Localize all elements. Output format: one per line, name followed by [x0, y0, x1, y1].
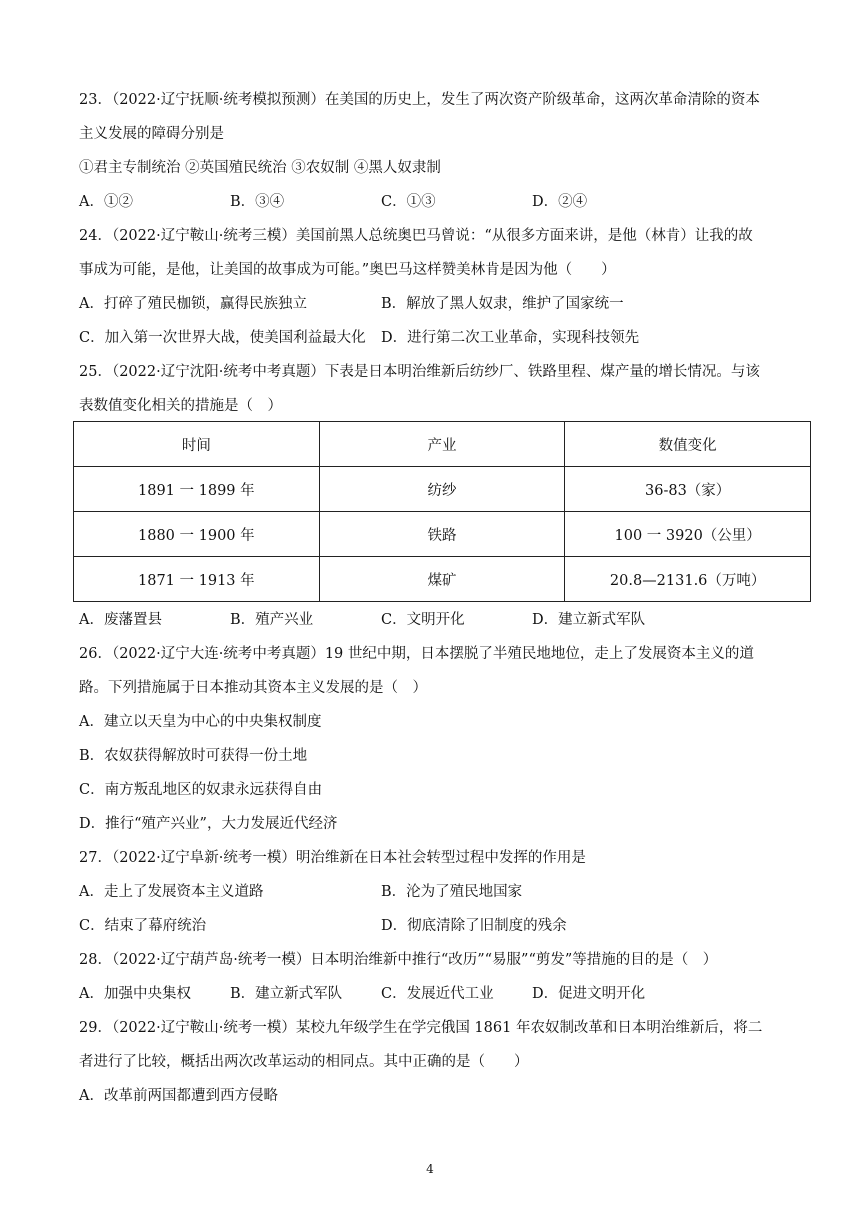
question-23-stem: 23．（2022·辽宁抚顺·统考模拟预测）在美国的历史上，发生了两次资产阶级革命，这两次革命清除的资本 — [79, 92, 760, 108]
table-cell: 铁路 — [319, 512, 565, 557]
question-28-option-b[interactable]: B．建立新式军队 — [230, 986, 343, 1002]
question-28-option-d[interactable]: D．促进文明开化 — [532, 986, 646, 1002]
question-26-option-b[interactable]: B．农奴获得解放时可获得一份土地 — [79, 748, 308, 764]
table-cell: 1891 一 1899 年 — [74, 467, 320, 512]
question-27-option-b[interactable]: B．沦为了殖民地国家 — [381, 884, 523, 900]
question-25-option-d[interactable]: D．建立新式军队 — [532, 612, 646, 628]
data-table — [73, 421, 811, 602]
question-24-stem: 24．（2022·辽宁鞍山·统考三模）美国前黑人总统奥巴马曾说：“从很多方面来讲，是他（林肯）让我的故 — [79, 228, 753, 244]
table-cell: 20.8—2131.6（万吨） — [565, 557, 811, 602]
table-header-cell: 产业 — [319, 422, 565, 467]
question-25-option-a[interactable]: A．废藩置县 — [79, 612, 162, 628]
table-row — [74, 467, 811, 512]
question-28-option-c[interactable]: C．发展近代工业 — [381, 986, 494, 1002]
question-27-option-d[interactable]: D．彻底清除了旧制度的残余 — [381, 918, 567, 934]
question-25-stem: 25．（2022·辽宁沈阳·统考中考真题）下表是日本明治维新后纺纱厂、铁路里程、煤产量的增长情况。与该 — [79, 364, 760, 380]
question-23-option-a[interactable]: A．①② — [79, 194, 133, 210]
question-29-stem: 29．（2022·辽宁鞍山·统考一模）某校九年级学生在学完俄国 1861 年农奴制改革和日本明治维新后，将二 — [79, 1020, 763, 1036]
question-27-option-c[interactable]: C．结束了幕府统治 — [79, 918, 207, 934]
question-26-stem: 26．（2022·辽宁大连·统考中考真题）19 世纪中期，日本摆脱了半殖民地地位，走上了发展资本主义的道 — [79, 646, 754, 662]
question-23-option-c[interactable]: C．①③ — [381, 194, 436, 210]
table-cell: 1871 一 1913 年 — [74, 557, 320, 602]
question-23-option-d[interactable]: D．②④ — [532, 194, 588, 210]
question-26-option-a[interactable]: A．建立以天皇为中心的中央集权制度 — [79, 714, 322, 730]
table-header-row — [74, 422, 811, 467]
question-24-option-a[interactable]: A．打碎了殖民枷锁，赢得民族独立 — [79, 296, 307, 312]
question-24-option-b[interactable]: B．解放了黑人奴隶，维护了国家统一 — [381, 296, 624, 312]
question-28-option-a[interactable]: A．加强中央集权 — [79, 986, 191, 1002]
table-cell: 纺纱 — [319, 467, 565, 512]
question-29-option-a[interactable]: A．改革前两国都遭到西方侵略 — [79, 1088, 278, 1104]
question-26-stem-cont: 路。下列措施属于日本推动其资本主义发展的是（ ） — [79, 680, 427, 696]
question-24-option-c[interactable]: C．加入第一次世界大战，使美国利益最大化 — [79, 330, 366, 346]
table-cell: 36-83（家） — [565, 467, 811, 512]
table-cell: 1880 一 1900 年 — [74, 512, 320, 557]
question-29-stem-cont: 者进行了比较，概括出两次改革运动的相同点。其中正确的是（ ） — [79, 1054, 529, 1070]
question-25-option-c[interactable]: C．文明开化 — [381, 612, 465, 628]
question-23-items: ①君主专制统治 ②英国殖民统治 ③农奴制 ④黑人奴隶制 — [79, 160, 441, 176]
question-23-option-b[interactable]: B．③④ — [230, 194, 285, 210]
question-26-option-d[interactable]: D．推行“殖产兴业”，大力发展近代经济 — [79, 816, 338, 832]
page-number: 4 — [426, 1162, 434, 1176]
question-25-option-b[interactable]: B．殖产兴业 — [230, 612, 314, 628]
question-24-stem-cont: 事成为可能，是他，让美国的故事成为可能。”奥巴马这样赞美林肯是因为他（ ） — [79, 262, 616, 278]
question-25-stem-cont: 表数值变化相关的措施是（ ） — [79, 398, 282, 414]
table-row — [74, 512, 811, 557]
question-27-stem: 27．（2022·辽宁阜新·统考一模）明治维新在日本社会转型过程中发挥的作用是 — [79, 850, 586, 866]
question-26-option-c[interactable]: C．南方叛乱地区的奴隶永远获得自由 — [79, 782, 323, 798]
table-header-cell: 时间 — [74, 422, 320, 467]
table-row — [74, 557, 811, 602]
table-cell: 100 一 3920（公里） — [565, 512, 811, 557]
question-23-stem-cont: 主义发展的障碍分别是 — [79, 126, 224, 142]
question-28-stem: 28．（2022·辽宁葫芦岛·统考一模）日本明治维新中推行“改历”“易服”“剪发”等措施的目的是（ ） — [79, 952, 718, 968]
question-27-option-a[interactable]: A．走上了发展资本主义道路 — [79, 884, 264, 900]
table-header-cell: 数值变化 — [565, 422, 811, 467]
table-cell: 煤矿 — [319, 557, 565, 602]
question-24-option-d[interactable]: D．进行第二次工业革命，实现科技领先 — [381, 330, 640, 346]
